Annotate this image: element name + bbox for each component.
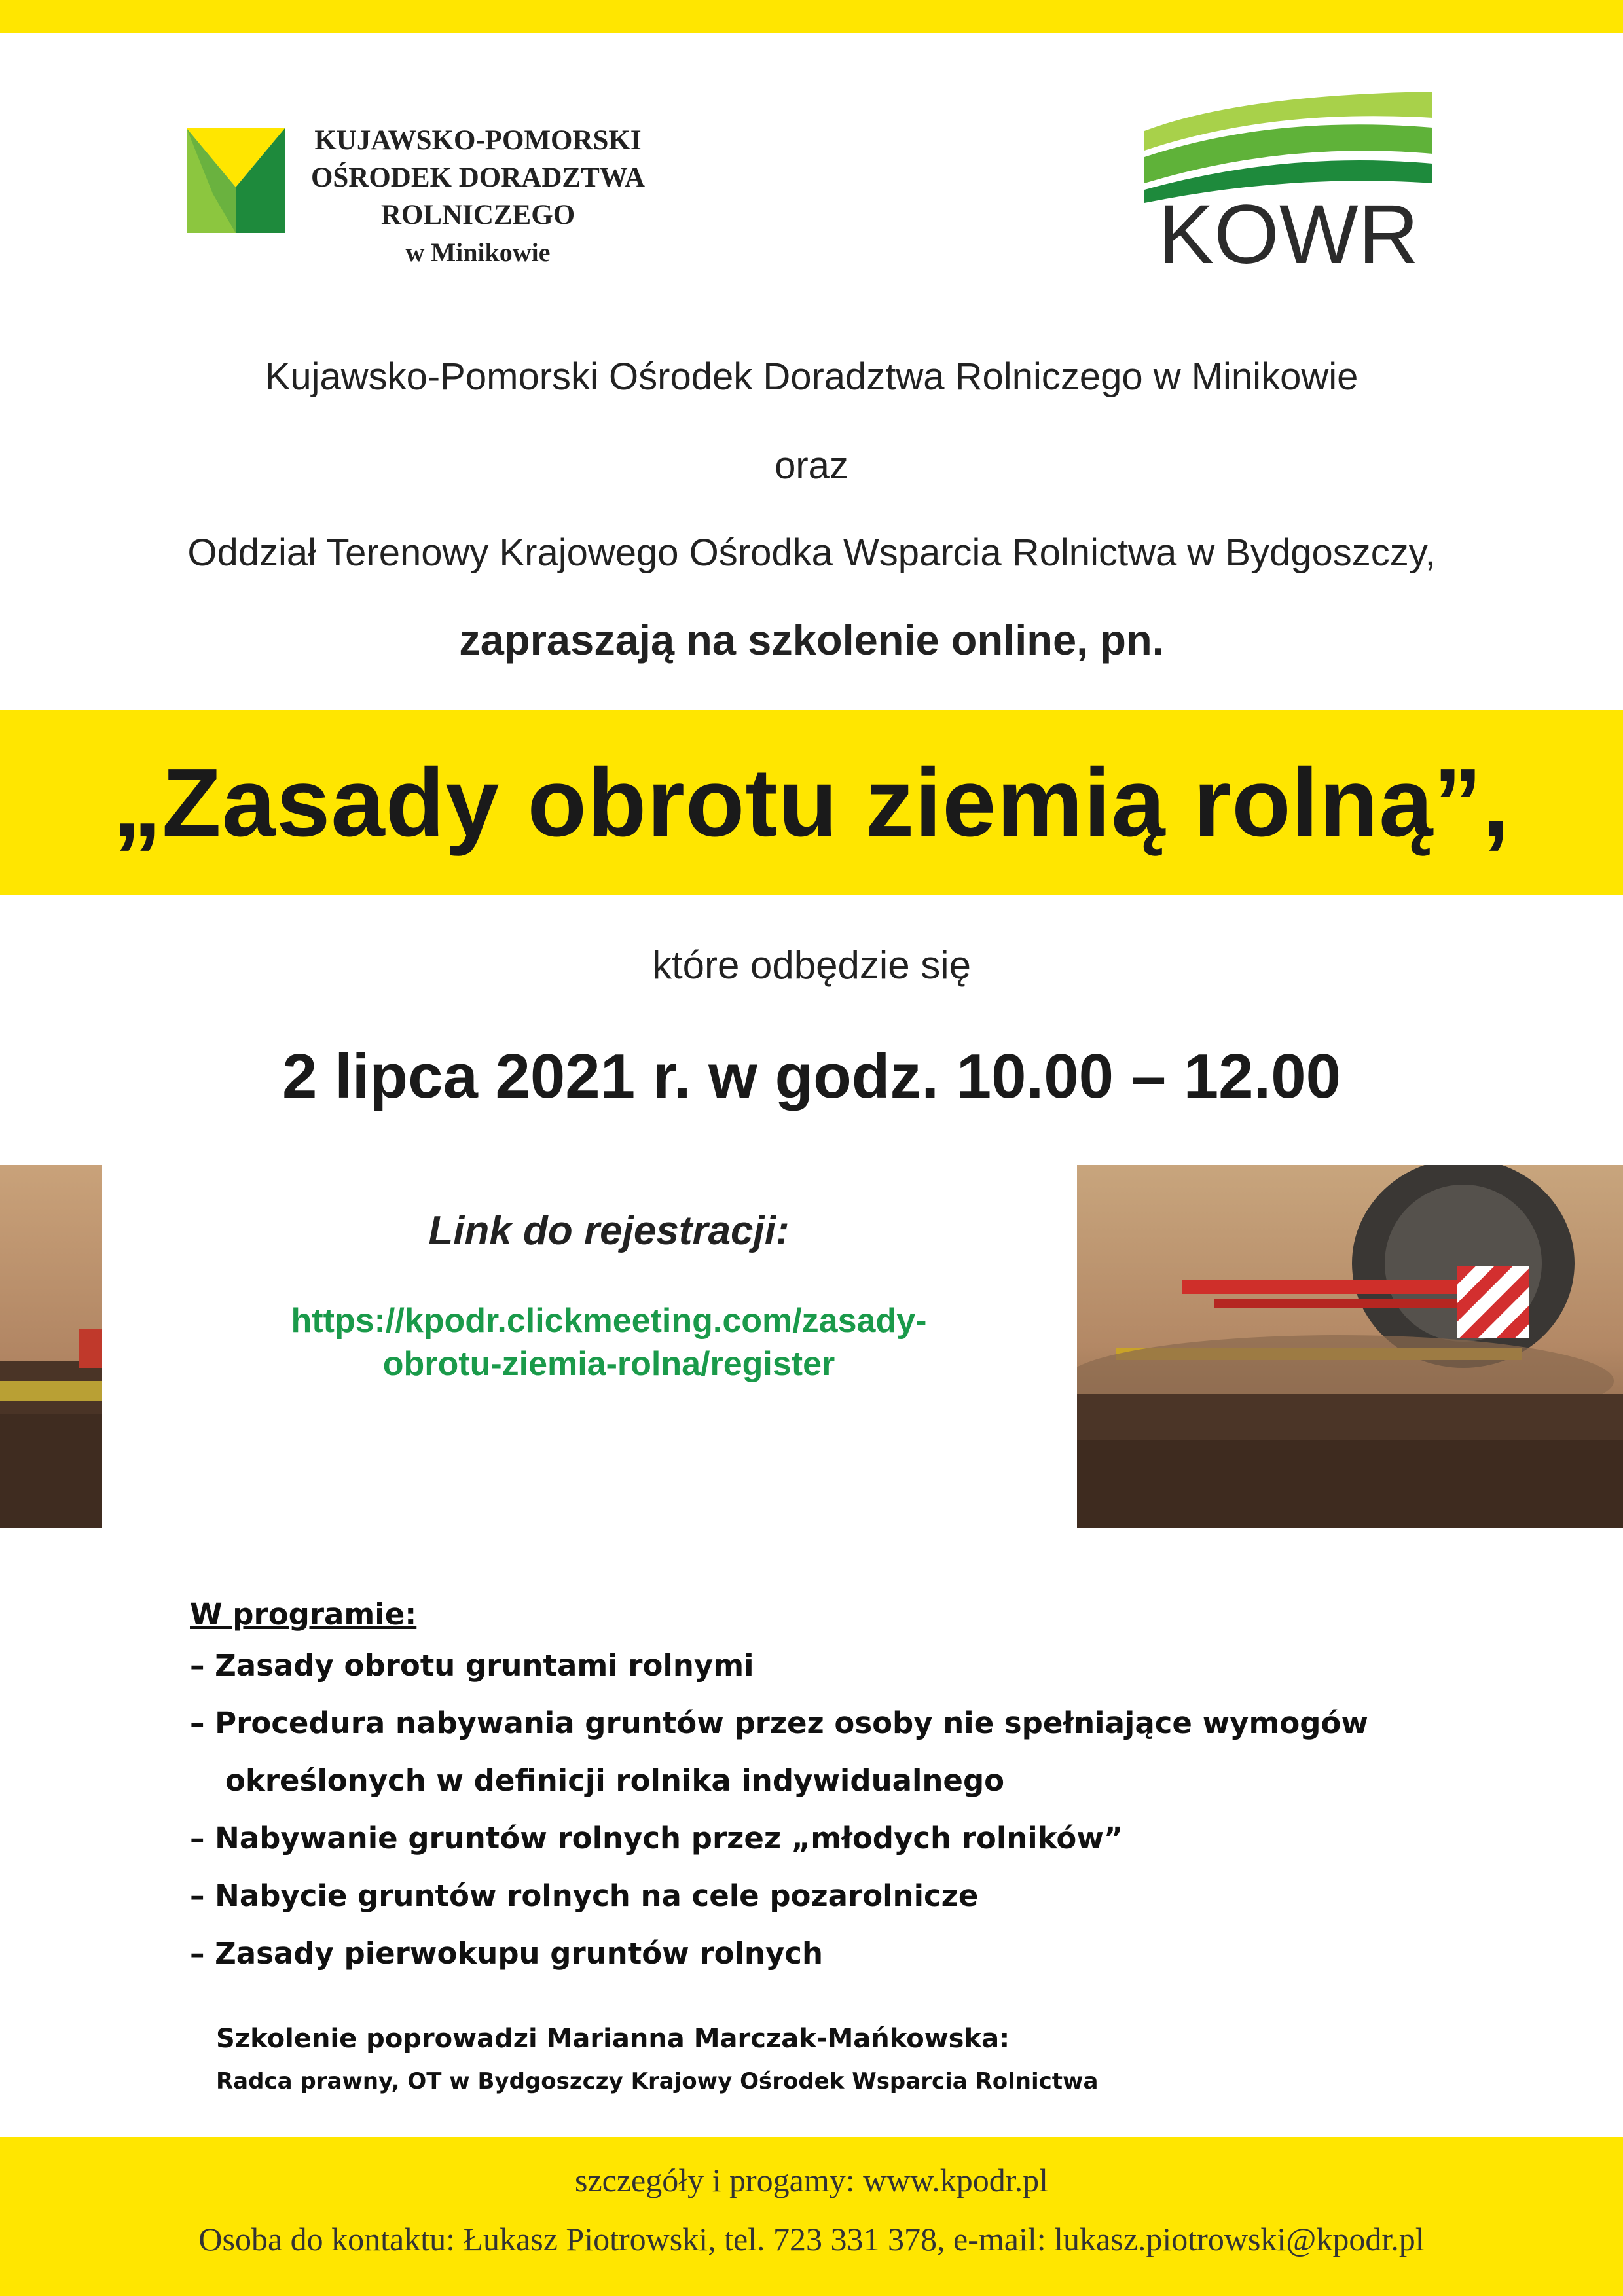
organizer-1: Kujawsko-Pomorski Ośrodek Doradztwa Rolniczego w Minikowie: [264, 355, 1359, 398]
kowr-logo-text: KOWR: [1158, 188, 1419, 268]
kpodr-logo: [187, 128, 285, 233]
photo-soil-left: [0, 1165, 102, 1528]
footer-details: szczegóły i progamy: www.kpodr.pl: [575, 2162, 1048, 2198]
program-item: – Zasady obrotu gruntami rolnymi: [190, 1648, 754, 1683]
program-item-continuation: określonych w definicji rolnika indywidualnego: [225, 1763, 1005, 1798]
organizer-conjunction: oraz: [775, 444, 848, 487]
program-item: – Zasady pierwokupu gruntów rolnych: [190, 1936, 823, 1971]
invitation-text: zapraszają na szkolenie online, pn.: [459, 616, 1164, 664]
program-item: – Procedura nabywania gruntów przez osoby nie spełniające wymogów: [190, 1706, 1368, 1740]
event-date: 2 lipca 2021 r. w godz. 10.00 – 12.00: [282, 1041, 1341, 1111]
footer-contact: Osoba do kontaktu: Łukasz Piotrowski, tel. 723 331 378, e-mail: lukasz.piotrowski@kpodr.pl: [198, 2221, 1425, 2257]
trainer-role: Radca prawny, OT w Bydgoszczy Krajowy Ośrodek Wsparcia Rolnictwa: [216, 2068, 1099, 2094]
kpodr-name: [308, 122, 648, 271]
top-yellow-bar: [0, 0, 1623, 33]
event-title: „Zasady obrotu ziemią rolną”,: [113, 749, 1510, 857]
kpodr-name-line2: OŚRODEK DORADZTWA ROLNICZEGO: [310, 162, 646, 230]
trainer-name: Szkolenie poprowadzi Marianna Marczak-Mańkowska:: [216, 2024, 1010, 2054]
registration-link-line1[interactable]: https://kpodr.clickmeeting.com/zasady-: [291, 1302, 927, 1340]
organizer-2: Oddział Terenowy Krajowego Ośrodka Wsparcia Rolnictwa w Bydgoszczy,: [187, 531, 1436, 574]
registration-label: Link do rejestracji:: [428, 1208, 790, 1253]
trainer-section: [216, 2019, 1395, 2104]
kpodr-name-line3: w Minikowie: [405, 238, 551, 267]
program-section: [190, 1597, 1499, 1982]
kowr-logo: [1141, 92, 1436, 268]
program-item: – Nabycie gruntów rolnych na cele pozarolnicze: [190, 1878, 979, 1913]
kpodr-name-line1: KUJAWSKO-POMORSKI: [314, 125, 642, 156]
program-item: – Nabywanie gruntów rolnych przez „młodych rolników”: [190, 1821, 1123, 1856]
registration-link[interactable]: [177, 1299, 1041, 1386]
photo-tractor-right: [1077, 1165, 1623, 1528]
registration-link-line2[interactable]: obrotu-ziemia-rolna/register: [382, 1345, 835, 1383]
program-heading: W programie:: [190, 1597, 417, 1632]
when-label: które odbędzie się: [652, 943, 971, 987]
